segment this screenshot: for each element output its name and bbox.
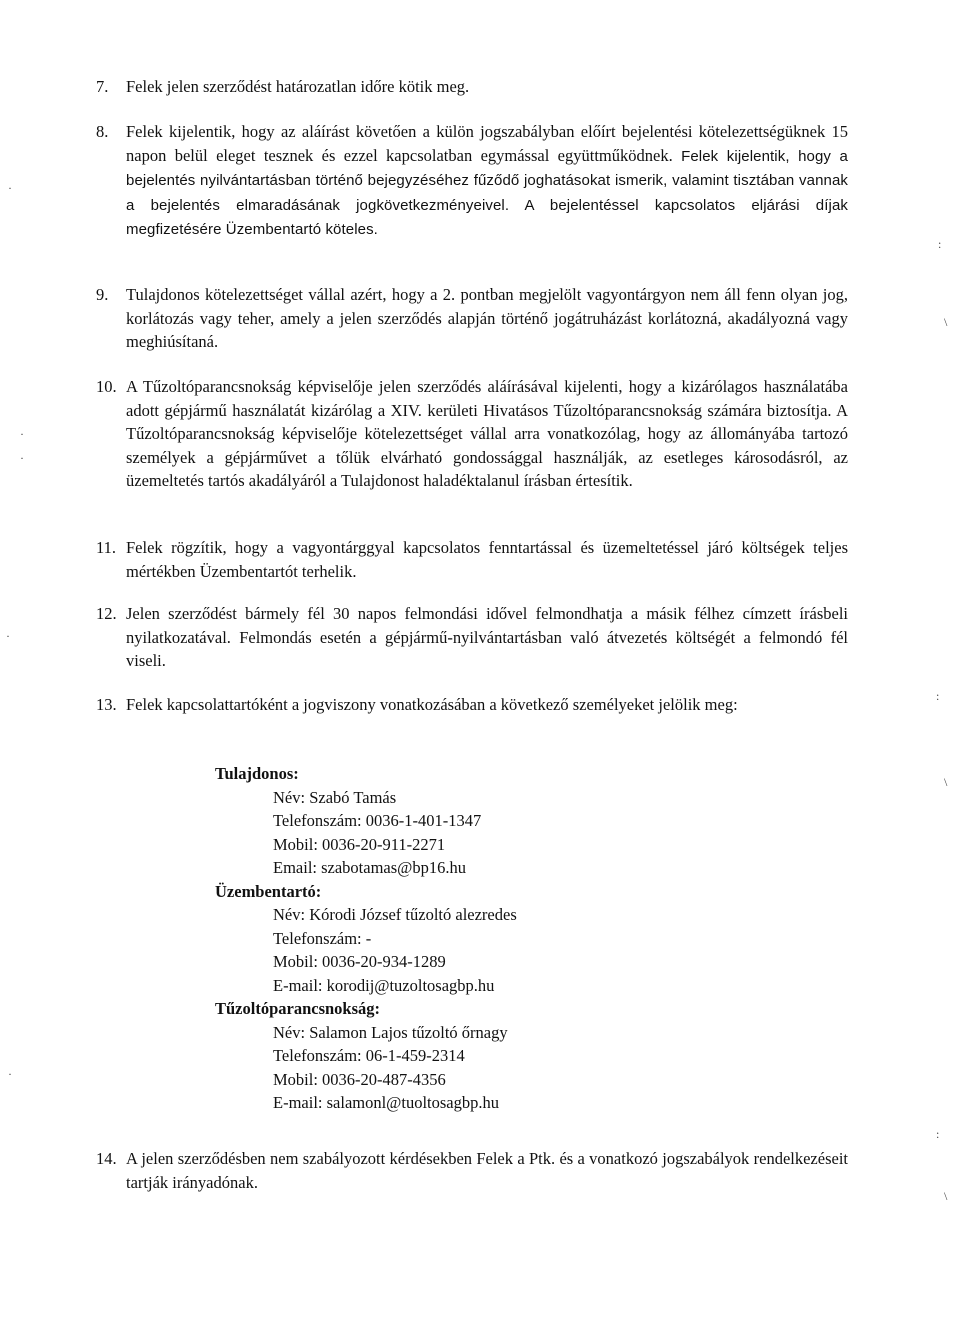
clause-number: 8.: [96, 122, 109, 141]
contact-group-operator: [215, 880, 735, 998]
clause-9: [96, 283, 848, 354]
scan-speck: :: [938, 237, 942, 251]
clause-text: [126, 283, 848, 354]
contact-heading: Tulajdonos:: [215, 764, 299, 783]
contact-line: Telefonszám: 06-1-459-2314: [273, 1046, 465, 1065]
clause-text: [126, 1147, 848, 1194]
contact-line: Név: Szabó Tamás: [273, 787, 397, 807]
clause-number: 14.: [96, 1149, 117, 1168]
clause-number: 11.: [96, 538, 117, 557]
clause-11: [96, 536, 848, 583]
contact-group-fire-command: [215, 997, 735, 1115]
clause-text: [126, 536, 848, 583]
clause-7: [96, 75, 848, 99]
clause-text-segment: Jelen szerződést bármely fél 30 napos felmondási idővel felmondhatja a másik félhez címzett írásbeli nyilatkozatával. Felmondás esetén a gépjármű-nyilvántartásban való átvezetés költségét a felmondó fél viseli.: [126, 604, 848, 670]
clause-text: [126, 75, 848, 99]
clause-8: [96, 120, 848, 242]
clause-12: [96, 602, 848, 673]
clause-number: 7.: [96, 77, 109, 96]
clause-text-segment: Tulajdonos kötelezettséget vállal azért, hogy a 2. pontban megjelölt vagyontárgyon nem áll fenn olyan jog, korlátozás vagy teher, amely a jelen szerződés alapján történő jogátruházást korlátozná, akadályozná vagy meghiúsítaná.: [126, 285, 848, 351]
contact-line: Mobil: 0036-20-934-1289: [273, 952, 446, 971]
clause-number: 13.: [96, 695, 117, 714]
clause-text-segment: Felek kijelentik, hogy az aláírást követően a külön jogszabályban előírt bejelentési kötelezettségüknek 15 napon belül eleget tesznek és ezzel kapcsolatban egymással együttműködnek.: [126, 122, 848, 165]
clause-text: [126, 375, 848, 493]
clause-text-segment: A Tűzoltóparancsnokság képviselője jelen szerződés aláírásával kijelenti, hogy a kizárólagos használatába adott gépjármű használatát kizárólag a XIV. kerületi Hivatásos Tűzoltóparancsnokság számára biztosítja. A Tűzoltóparancsnokság képviselője kötelezettséget vállal arra vonatkozólag, hogy az állományába tartozó személyek a gépjárművet a tőlük elvárható gondossággal használják, az esetleges károsodásról, az üzemeltetés tartós akadályáról a Tulajdonost haladéktalanul írásban értesítik.: [126, 377, 848, 490]
clause-text-segment: Felek rögzítik, hogy a vagyontárggyal kapcsolatos fenntartással és üzemeltetéssel járó költségek teljes mértékben Üzembentartót terhelik.: [126, 538, 848, 581]
scan-speck: ·: [20, 451, 24, 465]
contact-line: Mobil: 0036-20-487-4356: [273, 1069, 446, 1089]
contact-line: Email: szabotamas@bp16.hu: [273, 858, 466, 877]
scan-speck: :: [936, 689, 940, 703]
scan-speck: \: [944, 315, 948, 329]
clause-text: [126, 693, 848, 717]
contact-group-owner: [215, 762, 735, 880]
clause-text-segment: Felek kijelentik, hogy a bejelentés nyilvántartásban történő bejegyzéséhez fűződő joghatásokat ismerik, valamint tisztában vannak a bejelentés elmaradásának jogkövetkezményeivel. A bejelentéssel kapcsolatos eljárási díjak megfizetésére Üzembentartó köteles.: [126, 147, 848, 238]
contact-line: Telefonszám: 0036-1-401-1347: [273, 811, 482, 830]
scan-speck: ·: [8, 1067, 12, 1081]
contact-line: E-mail: korodij@tuzoltosagbp.hu: [273, 975, 495, 995]
contact-line: Telefonszám: -: [273, 928, 372, 948]
clause-14: [96, 1147, 848, 1194]
clause-10: [96, 375, 848, 493]
clause-text-segment: Felek jelen szerződést határozatlan időre kötik meg.: [126, 77, 470, 96]
contact-line: E-mail: salamonl@tuoltosagbp.hu: [273, 1093, 499, 1112]
clause-text-segment: Felek kapcsolattartóként a jogviszony vonatkozásában a következő személyeket jelölik meg:: [126, 695, 738, 714]
contact-line: Név: Salamon Lajos tűzoltó őrnagy: [273, 1022, 508, 1042]
scan-speck: :: [936, 1127, 940, 1141]
scan-speck: ·: [20, 427, 24, 441]
contact-heading: Üzembentartó:: [215, 881, 322, 901]
scan-speck: \: [944, 775, 948, 789]
contact-heading: Tűzoltóparancsnokság:: [215, 999, 381, 1018]
clause-number: 9.: [96, 285, 109, 304]
scan-speck: ·: [8, 181, 12, 195]
scan-speck: \: [944, 1189, 948, 1203]
clause-text-segment: A jelen szerződésben nem szabályozott kérdésekben Felek a Ptk. és a vonatkozó jogszabályok rendelkezéseit tartják irányadónak.: [126, 1149, 848, 1192]
clause-number: 12.: [96, 604, 117, 623]
clause-number: 10.: [96, 377, 117, 396]
clause-text: [126, 602, 848, 673]
contact-list: [215, 762, 735, 1115]
clause-13: [96, 693, 848, 717]
clause-text: [126, 120, 848, 242]
contact-line: Név: Kórodi József tűzoltó alezredes: [273, 905, 517, 924]
scan-speck: ·: [6, 629, 10, 643]
contact-line: Mobil: 0036-20-911-2271: [273, 834, 446, 854]
